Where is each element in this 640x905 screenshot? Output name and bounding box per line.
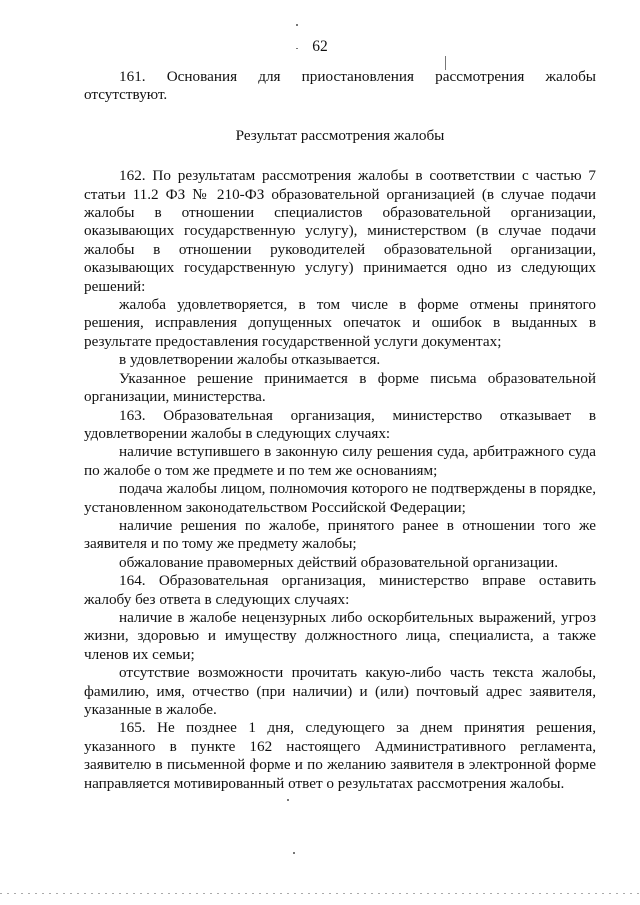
paragraph-164: 164. Образовательная организация, министерство вправе оставить жалобу без ответа в следующих случаях: — [84, 572, 596, 608]
paragraph-decision-refuse: в удовлетворении жалобы отказывается. — [119, 351, 381, 369]
paragraph-161: 161. Основания для приостановления рассмотрения жалобы отсутствуют. — [84, 68, 596, 104]
scan-mark — [287, 799, 289, 801]
paragraph-163: 163. Образовательная организация, министерство отказывает в удовлетворении жалобы в следующих случаях: — [84, 406, 596, 442]
paragraph-165: 165. Не позднее 1 дня, следующего за днем принятия решения, указанного в пункте 162 настоящего Административного регламента, заявителю в письменной форме и по желанию заявителя в электронной форме направляется мотивированный ответ о результатах рассмотрения жалобы. — [84, 719, 596, 792]
scan-mark — [296, 48, 298, 49]
scan-mark — [293, 852, 295, 854]
paragraph-refusal-authority: подача жалобы лицом, полномочия которого не подтверждены в порядке, установленном законодательством Российской Федерации; — [84, 480, 596, 516]
document-body — [84, 68, 596, 793]
paragraph-noanswer-unreadable: отсутствие возможности прочитать какую-либо часть текста жалобы, фамилию, имя, отчество (при наличии) и (или) почтовый адрес заявителя, указанные в жалобе. — [84, 664, 596, 718]
paragraph-refusal-lawful: обжалование правомерных действий образовательной организации. — [119, 553, 559, 571]
page-number: 62 — [312, 38, 328, 55]
paragraph-refusal-court: наличие вступившего в законную силу решения суда, арбитражного суда по жалобе о том же предмете и по тем же основаниям; — [84, 443, 596, 479]
section-heading: Результат рассмотрения жалобы — [235, 126, 445, 144]
scan-mark — [296, 24, 298, 26]
paragraph-decision-form: Указанное решение принимается в форме письма образовательной организации, министерства. — [84, 369, 596, 406]
paragraph-noanswer-obscene: наличие в жалобе нецензурных либо оскорбительных выражений, угроз жизни, здоровью и имуществу должностного лица, специалиста, а также членов их семьи; — [84, 608, 596, 663]
paragraph-decision-satisfy: жалоба удовлетворяется, в том числе в форме отмены принятого решения, исправления допущенных опечаток и ошибок в выданных в результате предоставления государственной услуги документах; — [84, 296, 596, 350]
scan-edge-line — [0, 893, 640, 894]
paragraph-162: 162. По результатам рассмотрения жалобы в соответствии с частью 7 статьи 11.2 ФЗ № 210-ФЗ образовательной организацией (в случае подачи жалобы в отношении специалистов образовательной организации, оказывающих государственную услугу), министерством (в случае подачи жалобы в отношении руководителей образовательной организации, оказывающих государственную услугу) принимается одно из следующих решений: — [84, 167, 596, 295]
paragraph-refusal-prior: наличие решения по жалобе, принятого ранее в отношении того же заявителя и по тому же предмету жалобы; — [84, 516, 596, 553]
